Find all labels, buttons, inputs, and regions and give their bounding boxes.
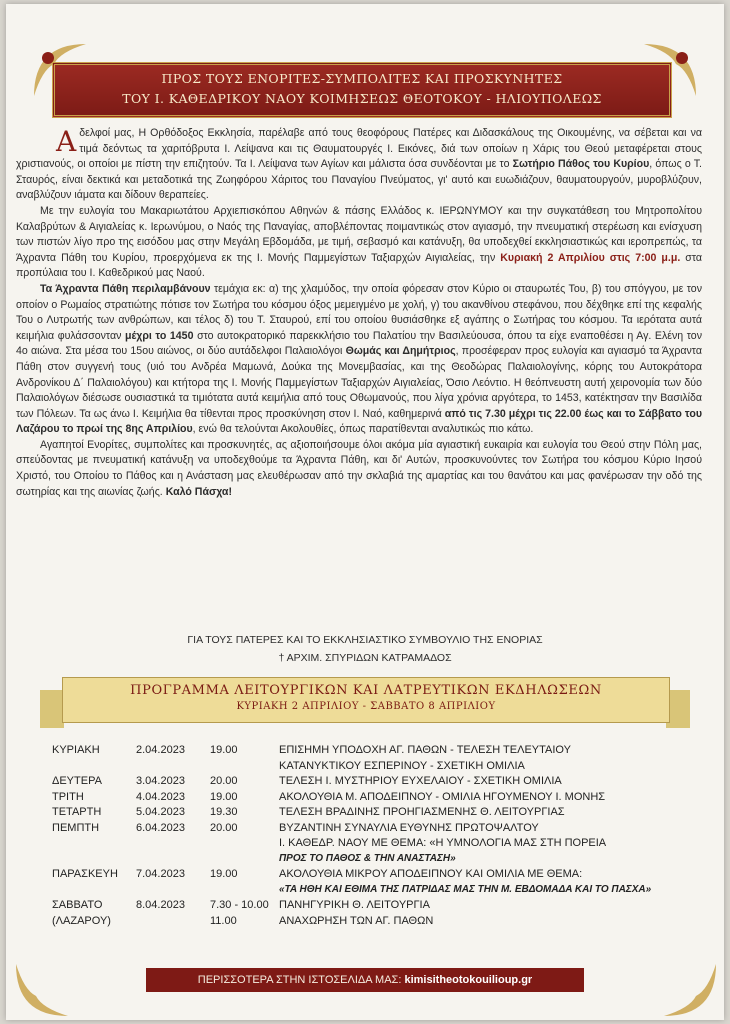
p3-bold-g: από τις 7.30 μέχρι τις 22.00 έως και το Σάββατο του Λαζάρου το πρωί της 8ης Απριλίου [16,407,702,436]
schedule-day: ΚΥΡΙΑΚΗ [52,744,100,756]
ornament-bottom-left-icon [12,960,72,1020]
schedule-day: ΠΑΡΑΣΚΕΥΗ [52,868,118,880]
schedule-row [0,837,730,853]
schedule-date: 6.04.2023 [136,821,185,834]
p3-text-d: στο αυτοκρατορικό παρεκκλήσιο του Παλατίου την Βασιλεύουσα, όπου τα είχε εναποθέσει η Αγ. Ελένη τον 4ο αιώνα. Στα μέσα του 15ου αιώνος, οι δύο αυτάδελφοι Παλαιολόγοι [16,329,702,358]
p3-text-h: , ενώ θα τελούνται Ακολουθίες, όπως παρατίθενται αναλυτικώς πιο κάτω. [192,423,534,436]
letter-paragraph-4 [16,438,702,500]
schedule-description: Ι. ΚΑΘΕΔΡ. ΝΑΟΥ ΜΕ ΘΕΜΑ: «Η ΥΜΝΟΛΟΓΙΑ ΜΑΣ ΣΤΗ ΠΟΡΕΙΑ [279,837,607,849]
p2-text-a: Με την ευλογία του Μακαριωτάτου Αρχιεπισκόπου Αθηνών & πάσης Ελλάδος κ. ΙΕΡΩΝΥΜΟΥ και την συγκατάθεση του Μητροπολίτου Καλαβρύτων & Αιγιαλείας κ. Ιερωνύμου, ο Ναός της Παναγίας, αποβλέποντας ποιμαντικώς στον αγιασμό, την πνευματική στερέωση και ενίσχυση των πιστών λίγο προ της εισόδου μας στην Μεγάλη Εβδομάδα, με τιμή, σεβασμό και κατάνυξη, θα υποδεχθεί εκκλησιαστικώς και ιεροπρεπώς, τα Άχραντα Πάθη του Κυρίου, προερχόμενα εκ της Ι. Μονής Παμμεγίστων Ταξιαρχών Αιγιαλείας, την [16,204,702,264]
schedule-time: 19.00 [210,790,238,803]
schedule-time: 19.00 [210,868,238,880]
p3-bold-a: Τα Άχραντα Πάθη περιλαμβάνουν [40,282,211,295]
letter-paragraph-3 [16,282,702,438]
schedule-row [0,806,730,822]
schedule-row [0,744,730,760]
schedule-description: ΠΑΝΗΓΥΡΙΚΗ Θ. ΛΕΙΤΟΥΡΓΙΑ [279,899,430,911]
drop-cap: Α [56,125,77,158]
p3-bold-e: Θωμάς και Δημήτριος [345,345,456,358]
program-banner [62,677,670,723]
footer-website-link[interactable]: kimisitheotokouilioup.gr [404,974,533,986]
schedule-time: 7.30 - 10.00 [210,899,269,911]
schedule-date: 2.04.2023 [136,744,185,756]
schedule-row [0,884,730,900]
footer-bar [146,968,584,992]
schedule-day: ΤΡΙΤΗ [52,790,84,803]
schedule-date: 4.04.2023 [136,790,185,803]
p3-text-f: , προσέφεραν προς ευλογία και αγιασμό τα Άχραντα Πάθη στον συγγενή τους (υιό του Ανδρέα Μαμωνά, Δούκα της Μονεμβασίας, και της Θεοδώρας Παλαιολογίνης, κόρης του Αυτοκράτορα Ανδρονίκου Δ΄ Παλαιολόγου) και κτήτορα της Ι. Μονής Παμμεγίστων Ταξιαρχών Αιγιαλείας, Όσιο Λεόντιο. Η θεόπνευστη αυτή χειρονομία των δύο Παλαιολόγων διέσωσε ουσιαστικά τα τιμιότατα αυτά κειμήλια από τους Οθωμανούς, που λίγα χρόνια αργότερα, το 1453, κατέκτησαν την Βασιλίδα των Πόλεων. Τα ως άνω Ι. Κειμήλια θα τίθενται προς προσκύνηση στον Ι. Ναό, καθημερινά [16,345,702,420]
letter-body [16,126,702,500]
header-line-2: ΤΟΥ Ι. ΚΑΘΕΔΡΙΚΟΥ ΝΑΟΥ ΚΟΙΜΗΣΕΩΣ ΘΕΟΤΟΚΟΥ - ΗΛΙΟΥΠΟΛΕΩΣ [122,91,602,106]
schedule-description: ΒΥΖΑΝΤΙΝΗ ΣΥΝΑΥΛΙΑ ΕΥΘΥΝΗΣ ΠΡΩΤΟΨΑΛΤΟΥ [279,821,539,834]
header-banner [52,62,672,118]
ornament-bottom-right-icon [660,960,720,1020]
schedule-date: 7.04.2023 [136,868,185,880]
p2-text-c: στα προπύλαια του Ι. Καθεδρικού μας Ναού. [16,251,702,280]
schedule-row [0,760,730,776]
p2-bold-date: Κυριακή 2 Απριλίου στις 7:00 μ.μ. [500,251,681,264]
signature-line-2: † ΑΡΧΙΜ. ΣΠΥΡΙΔΩΝ ΚΑΤΡΑΜΑΔΟΣ [278,652,452,664]
signature-line-1: ΓΙΑ ΤΟΥΣ ΠΑΤΕΡΕΣ ΚΑΙ ΤΟ ΕΚΚΛΗΣΙΑΣΤΙΚΟ ΣΥΜΒΟΥΛΙΟ ΤΗΣ ΕΝΟΡΙΑΣ [187,634,543,646]
schedule-day: ΤΕΤΑΡΤΗ [52,806,102,818]
schedule-row [0,868,730,884]
schedule-date: 3.04.2023 [136,775,185,787]
schedule-time: 20.00 [210,821,238,834]
schedule-table [0,744,730,930]
schedule-day: ΔΕΥΤΕΡΑ [52,775,102,787]
schedule-row [0,853,730,869]
schedule-day: (ΛΑΖΑΡΟΥ) [52,914,111,927]
schedule-time: 19.00 [210,744,238,756]
schedule-row [0,915,730,931]
schedule-description: ΕΠΙΣΗΜΗ ΥΠΟΔΟΧΗ ΑΓ. ΠΑΘΩΝ - ΤΕΛΕΣΗ ΤΕΛΕΥΤΑΙΟΥ [279,744,571,756]
p3-bold-c: μέχρι το 1450 [124,329,194,342]
program-ribbon-left [40,690,64,728]
schedule-description: «ΤΑ ΗΘΗ ΚΑΙ ΕΘΙΜΑ ΤΗΣ ΠΑΤΡΙΔΑΣ ΜΑΣ ΤΗΝ Μ. ΕΒΔΟΜΑΔΑ ΚΑΙ ΤΟ ΠΑΣΧΑ» [279,883,652,895]
schedule-row [0,791,730,807]
program-subtitle: ΚΥΡΙΑΚΗ 2 ΑΠΡΙΛΙΟΥ - ΣΑΒΒΑΤΟ 8 ΑΠΡΙΛΙΟΥ [236,701,496,712]
schedule-row [0,899,730,915]
p3-text-b: τεμάχια εκ: α) της χλαμύδος, την οποία φόρεσαν στον Κύριο οι σταυρωτές Του, β) του σπόγγου, με τον οποίον ο Ρωμαίος στρατιώτης πότισε τον Σωτήρα του κόσμου όξος μεμειγμένο με χολή, γ) του ακανθίνου στεφάνου, που δέχθηκε επί της κεφαλής Του ο Λυτρωτής των ανθρώπων, και τέλος δ) του Τ. Σταυρού, επί του οποίου θυσιάσθηκε εξ αγάπης ο Σωτήρας του κόσμου. Τα ιερότατα αυτά κειμήλια φυλάσσονταν [16,282,702,342]
schedule-date: 8.04.2023 [136,899,185,911]
p1-text-a: δελφοί μας, Η Ορθόδοξος Εκκλησία, παρέλαβε από τους θεοφόρους Πατέρες και Διδασκάλους της Οικουμένης, να σέβεται και να τιμά δεόντως τα χαριτόβρυτα Ι. Λείψανα και τις Θαυματουργές Ι. Εικόνες, διά των οποίων η Χάρις του Θεού μεταφέρεται στους χριστιανούς, οι οποίοι με πίστη την επιζητούν. Τα Ι. Λείψανα των Αγίων και μάλιστα όσα συνδέονται με το [16,127,702,171]
header-line-1: ΠΡΟΣ ΤΟΥΣ ΕΝΟΡΙΤΕΣ-ΣΥΜΠΟΛΙΤΕΣ ΚΑΙ ΠΡΟΣΚΥΝΗΤΕΣ [161,71,563,86]
p1-text-c: , όπως ο Τ. Σταυρός, είναι δεκτικά και μεταδοτικά της Ζωηφόρου Χάριτος του Παναγίου Πνεύματος, γι' αυτό και ευωδιάζουν, θαυματουργούν, μυροβλύζουν, αναβλύζουν ιάματα και δίδουν θεραπείες. [16,158,702,202]
schedule-description: ΠΡΟΣ ΤΟ ΠΑΘΟΣ & ΤΗΝ ΑΝΑΣΤΑΣΗ» [279,852,456,864]
p4-bold-greeting: Καλό Πάσχα! [165,485,232,498]
schedule-time: 20.00 [210,775,238,787]
schedule-row [0,822,730,838]
schedule-description: ΑΝΑΧΩΡΗΣΗ ΤΩΝ ΑΓ. ΠΑΘΩΝ [279,914,434,927]
p4-text-a: Αγαπητοί Ενορίτες, συμπολίτες και προσκυνητές, ας αξιοποιήσουμε όλοι ακόμα μία αγιαστική ευκαιρία και ευλογία του Θεού στην Πόλη μας, σπεύδοντας με πνευματική κατάνυξη να υποδεχθούμε τα Άχραντα Πάθη, και δι' Αυτών, προσκυνούντες τον Σωτήρα του κόσμου Κύριο Ιησού Χριστό, του Οποίου το Πάθος και η Ανάσταση μας ελευθέρωσαν από την σκλαβιά της αμαρτίας και του θανάτου και μας φανέρωσαν την οδό της σωτηρίας και της αιωνίας ζωής. [16,438,702,498]
p1-bold: Σωτήριο Πάθος του Κυρίου [512,158,650,171]
program-title: ΠΡΟΓΡΑΜΜΑ ΛΕΙΤΟΥΡΓΙΚΩΝ ΚΑΙ ΛΑΤΡΕΥΤΙΚΩΝ ΕΚΔΗΛΩΣΕΩΝ [130,683,602,698]
schedule-description: ΤΕΛΕΣΗ ΒΡΑΔΙΝΗΣ ΠΡΟΗΓΙΑΣΜΕΝΗΣ Θ. ΛΕΙΤΟΥΡΓΙΑΣ [279,806,565,818]
schedule-time: 19.30 [210,806,238,818]
schedule-description: ΤΕΛΕΣΗ Ι. ΜΥΣΤΗΡΙΟΥ ΕΥΧΕΛΑΙΟΥ - ΣΧΕΤΙΚΗ ΟΜΙΛΙΑ [279,775,562,787]
footer-text: ΠΕΡΙΣΣΟΤΕΡΑ ΣΤΗΝ ΙΣΤΟΣΕΛΙΔΑ ΜΑΣ: [197,974,405,986]
schedule-time: 11.00 [210,914,237,927]
schedule-day: ΣΑΒΒΑΤΟ [52,899,103,911]
schedule-day: ΠΕΜΠΤΗ [52,821,100,834]
letter-paragraph-2 [16,204,702,282]
letter-paragraph-1 [16,126,702,204]
schedule-date: 5.04.2023 [136,806,185,818]
schedule-description: ΑΚΟΛΟΥΘΙΑ ΜΙΚΡΟΥ ΑΠΟΔΕΙΠΝΟΥ ΚΑΙ ΟΜΙΛΙΑ ΜΕ ΘΕΜΑ: [279,868,583,880]
schedule-description: ΚΑΤΑΝΥΚΤΙΚΟΥ ΕΣΠΕΡΙΝΟΥ - ΣΧΕΤΙΚΗ ΟΜΙΛΙΑ [279,759,525,772]
schedule-row [0,775,730,791]
schedule-description: ΑΚΟΛΟΥΘΙΑ Μ. ΑΠΟΔΕΙΠΝΟΥ - ΟΜΙΛΙΑ ΗΓΟΥΜΕΝΟΥ Ι. ΜΟΝΗΣ [279,790,606,803]
